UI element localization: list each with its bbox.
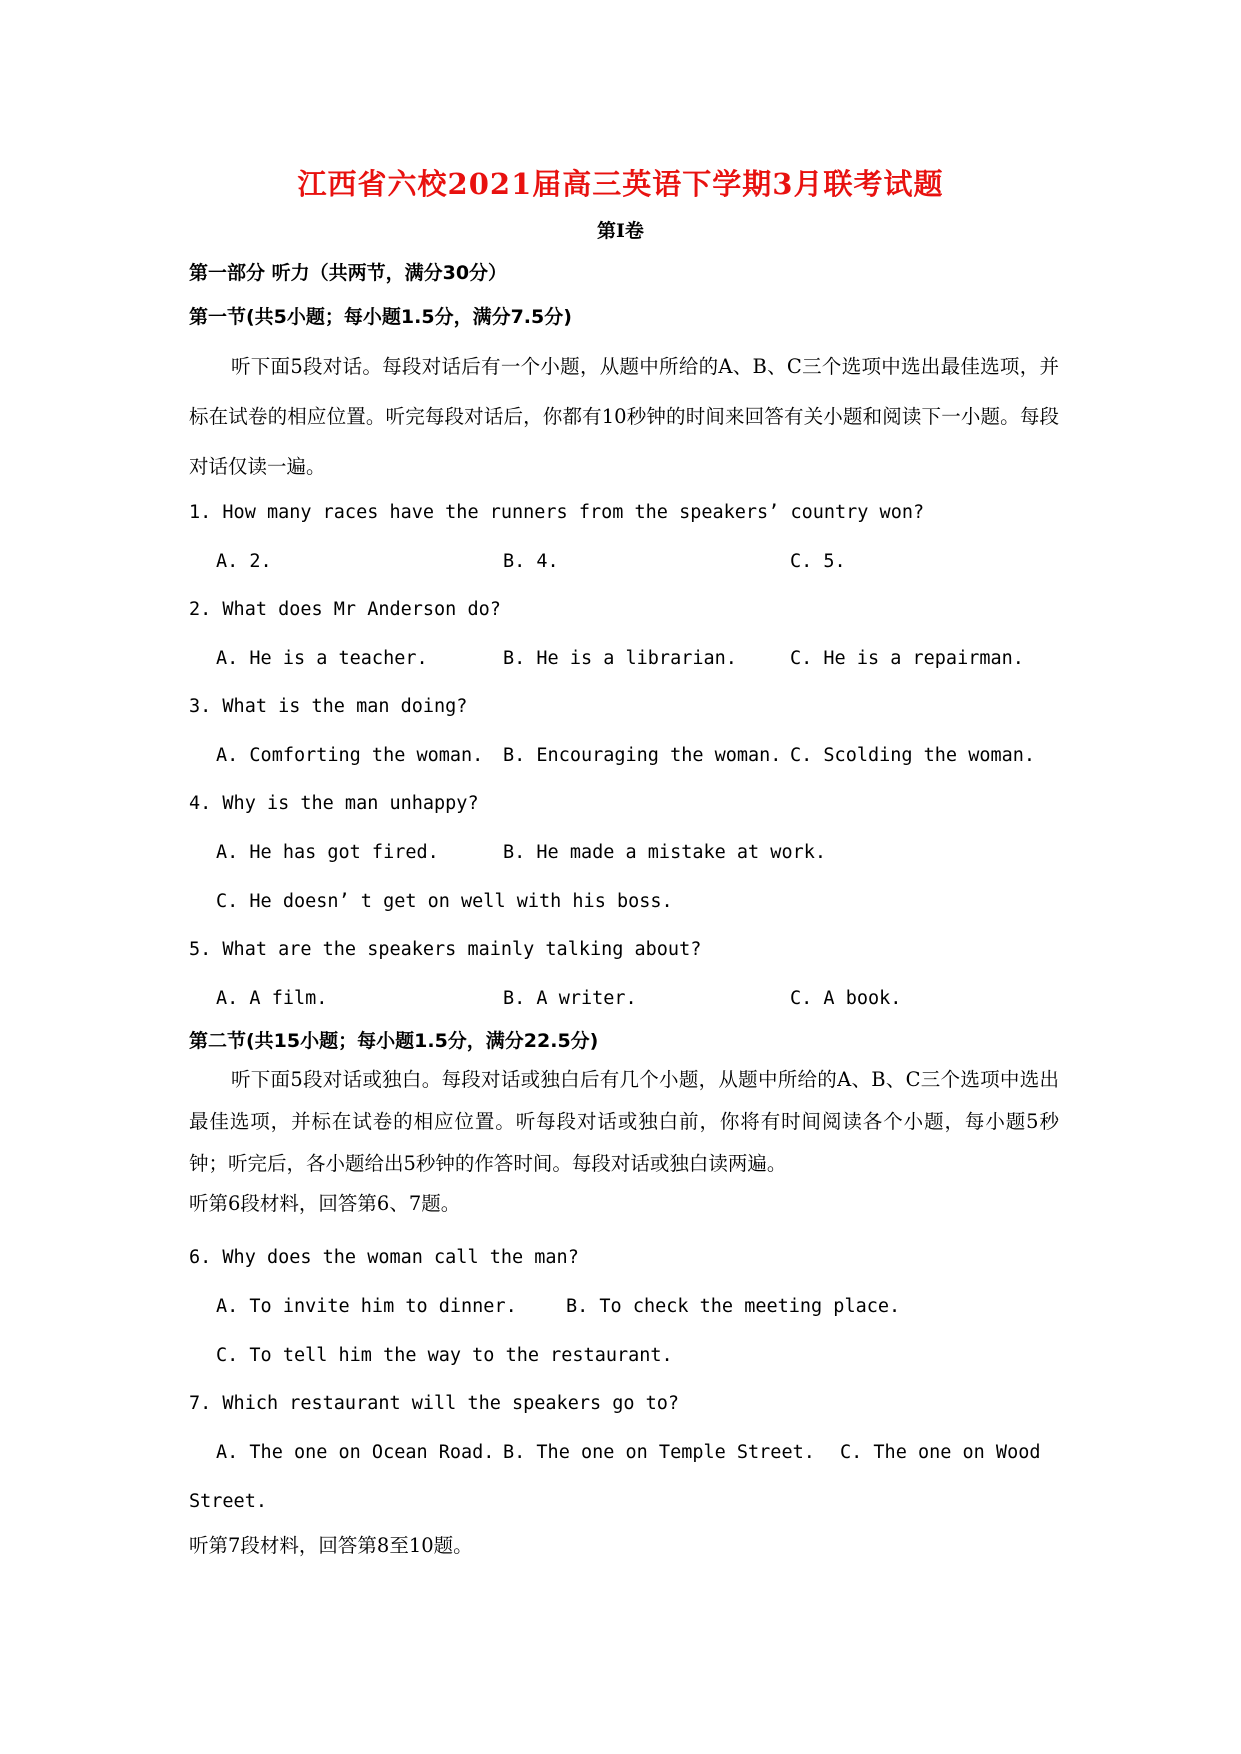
section1-heading: 第一节(共5小题；每小题1.5分，满分7.5分) (189, 306, 572, 328)
q4-option-b: B. He made a mistake at work. (503, 842, 827, 863)
q5-option-b: B. A writer. (503, 988, 637, 1009)
question-7: 7. Which restaurant will the speakers go to? (189, 1393, 680, 1414)
q3-option-a: A. Comforting the woman. (216, 745, 484, 766)
question-2: 2. What does Mr Anderson do? (189, 599, 501, 620)
q2-option-a: A. He is a teacher. (216, 648, 428, 669)
section1-instructions: 听下面5段对话。每段对话后有一个小题，从题中所给的A、B、C三个选项中选出最佳选项，并标在试卷的相应位置。听完每段对话后，你都有10秒钟的时间来回答有关小题和阅读下一小题。每段对话仅读一遍。 (189, 355, 1059, 478)
section2-heading: 第二节(共15小题；每小题1.5分，满分22.5分) (189, 1030, 599, 1052)
exam-title: 江西省六校2021届高三英语下学期3月联考试题 (297, 167, 944, 201)
material-7-note: 听第7段材料，回答第8至10题。 (189, 1534, 473, 1557)
q7-option-b: B. The one on Temple Street. (503, 1442, 815, 1463)
material-6-note: 听第6段材料，回答第6、7题。 (189, 1192, 461, 1215)
q6-option-a: A. To invite him to dinner. (216, 1296, 517, 1317)
section2-instructions: 听下面5段对话或独白。每段对话或独白后有几个小题，从题中所给的A、B、C三个选项中选出最佳选项，并标在试卷的相应位置。听每段对话或独白前，你将有时间阅读各个小题，每小题5秒钟；听完后，各小题给出5秒钟的作答时间。每段对话或独白读两遍。 (189, 1068, 1059, 1175)
question-3: 3. What is the man doing? (189, 696, 468, 717)
q4-option-a: A. He has got fired. (216, 842, 439, 863)
q3-option-c: C. Scolding the woman. (790, 745, 1036, 766)
q1-option-b: B. 4. (503, 551, 559, 572)
part1-heading: 第一部分 听力（共两节，满分30分） (189, 262, 508, 284)
q1-option-c: C. 5. (790, 551, 846, 572)
q1-option-a: A. 2. (216, 551, 272, 572)
q6-option-c: C. To tell him the way to the restaurant. (216, 1345, 673, 1366)
question-4: 4. Why is the man unhappy? (189, 793, 479, 814)
q2-option-c: C. He is a repairman. (790, 648, 1024, 669)
q5-option-a: A. A film. (216, 988, 328, 1009)
q7-option-c-continuation: Street. (189, 1491, 267, 1512)
question-6: 6. Why does the woman call the man? (189, 1247, 579, 1268)
q5-option-c: C. A book. (790, 988, 902, 1009)
volume-subtitle: 第Ⅰ卷 (597, 220, 644, 242)
q7-option-a: A. The one on Ocean Road. (216, 1442, 495, 1463)
q2-option-b: B. He is a librarian. (503, 648, 737, 669)
q7-option-c: C. The one on Wood (840, 1442, 1041, 1463)
q3-option-b: B. Encouraging the woman. (503, 745, 782, 766)
q4-option-c: C. He doesn’ t get on well with his boss. (216, 891, 673, 912)
q6-option-b: B. To check the meeting place. (566, 1296, 901, 1317)
question-5: 5. What are the speakers mainly talking about? (189, 939, 702, 960)
question-1: 1. How many races have the runners from the speakers’ country won? (189, 502, 925, 523)
